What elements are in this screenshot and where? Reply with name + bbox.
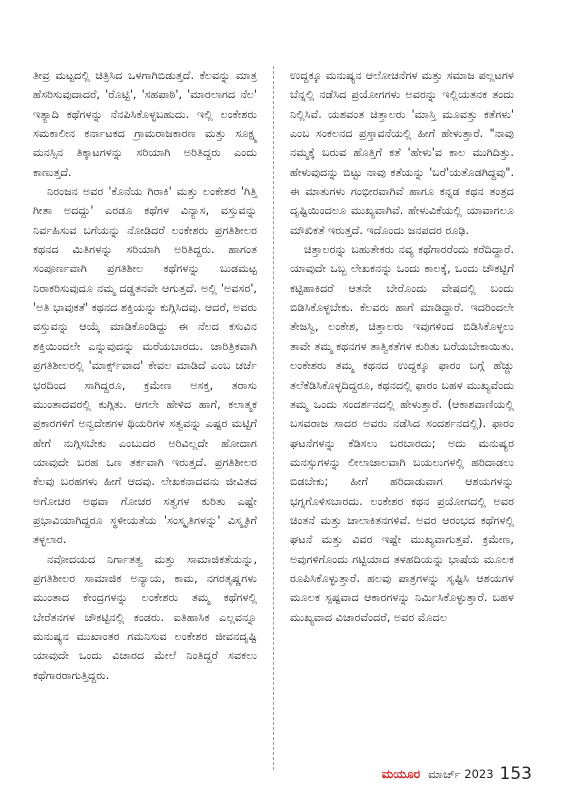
paragraph: ಚಿತ್ತಾಲರನ್ನು ಬಹುತೇಕರು ನವ್ಯ ಕಥೆಗಾರರೆಂದು ಕರೆದಿದ್ದಾರೆ. ಯಾವುದೇ ಒಬ್ಬ ಲೇಖಕನನ್ನು ಒಂದು ಕಾಲಕ್ಕೆ, ಒಂದು ಚೌಕಟ್ಟಿಗೆ ಕಟ್ಟಿಹಾಕಿದರೆ ಆತನೇ ಬೇರೊಂದು ವೇಷದಲ್ಲಿ ಬಂದು ಬಿಡಿಸಿಕೊಳ್ಳಬೇಕು. ಕೆಲವರು ಹಾಗೆ ಮಾಡಿದ್ದಾರೆ. ಇದರಿಂದಲೇ ತೇಜಸ್ವಿ, ಲಂಕೇಶ, ಚಿತ್ತಾಲರು ಇವುಗಳಿಂದ ಬಿಡಿಸಿಕೊಳ್ಳಲು ತಾವೇ ತಮ್ಮ ಕಥನಗಳ ತಾತ್ವಿಕತೆಗಳ ಕುರಿತು ಬರೆಯಬೇಕಾಯಿತು. ಲಂಕೇಶರು ತಮ್ಮ ಕಥನದ ಉದ್ದಕ್ಕೂ ಫಾರಂ ಬಗ್ಗೆ ಹೆಚ್ಚು ತಲೆಕೆಡಿಸಿಕೊಳ್ಳದಿದ್ದರೂ, ಕಥನದಲ್ಲಿ ಫಾರಂ ಬಹಳ ಮುಖ್ಯವೆಂದು ತಮ್ಮ ಒಂದು ಸಂದರ್ಶನದಲ್ಲಿ ಹೇಳುತ್ತಾರೆ. (ಆಕಾಶವಾಣಿಯಲ್ಲಿ ಬಸವರಾಜ ಸಾದರ ಅವರು ನಡೆಸಿದ ಸಂದರ್ಶನದಲ್ಲಿ). ಫಾರಂ ಘಟನೆಗಳನ್ನು ಕೆಡಿಸಲು ಬರಬಾರದು; ಅದು ಮನುಷ್ಯರ ಮನಸ್ಸುಗಳನ್ನು ಲೀಲಾಜಾಲವಾಗಿ ಬಯಲುಗಳಲ್ಲಿ ಹರಿದಾಡಲು ಬಿಡಬೇಕು; ಹೀಗೆ ಹರಿದಾಡುವಾಗ ಆಶಯಗಳನ್ನು ಭಗ್ನಗೊಳಿಸಬಾರದು. ಲಂಕೇಶರ ಕಥನ ಪ್ರಯೋಗದಲ್ಲಿ ಅವರ ಚಿಂತನೆ ಮತ್ತು ಚಾಲಾಕಿತನಗಳಿವೆ. ಅವರ ಆರಂಭದ ಕಥೆಗಳಲ್ಲಿ ಘಟನೆ ಮತ್ತು ವಿವರ ಇಷ್ಟೇ ಮುಖ್ಯವಾಗುತ್ತವೆ. ಕ್ರಮೇಣ, ಅವುಗಳಿಗೊಂದು ಗಟ್ಟಿಯಾದ ತಳಹದಿಯನ್ನು ಭಾಷೆಯ ಮೂಲಕ ರೂಪಿಸಿಕೊಳ್ಳುತ್ತಾರೆ. ಹಲವು ಪಾತ್ರಗಳನ್ನು ಸೃಷ್ಟಿಸಿ ಆಶಯಗಳ ಮೂಲಕ ಸ್ಪಷ್ಟವಾದ ಆಕಾರಗಳನ್ನು ನಿರ್ಮಿಸಿಕೊಳ್ಳುತ್ತಾರೆ. ಬಹಳ ಮುಖ್ಯವಾದ ವಿಚಾರವೆಂದರೆ, ಅವರ ಮೊದಲ bbox=[290, 243, 514, 624]
paragraph: ನಿರಂಜನ ಅವರ 'ಕೊನೆಯ ಗಿರಾಕಿ' ಮತ್ತು ಲಂಕೇಶರ 'ಗಿತ್ತಿ ಗೀತಾ ಅದದ್ದು' ಎರಡೂ ಕಥೆಗಳ ವಿನ್ಯಾಸ, ವಸ್ತುವನ್ನು ನಿರ್ವಹಿಸುವ ಬಗೆಯನ್ನು ನೋಡಿದರೆ ಲಂಕೇಶರು ಪ್ರಗತಿಶೀಲರ ಕಥನದ ಮಿತಿಗಳನ್ನು ಸರಿಯಾಗಿ ಅರಿತಿದ್ದರು. ಹಾಗಂತ ಸಂಪೂರ್ಣವಾಗಿ ಪ್ರಗತಿಶೀಲ ಕಥೆಗಳನ್ನು ಬುಡಮಟ್ಟ ನಿರಾಕರಿಸುವುದೂ ನಮ್ಮ ದಡ್ಡತನವೇ ಆಗುತ್ತದೆ. ಅಲ್ಲಿ 'ಅವಸರ', 'ಅತಿ ಭಾವುಕತೆ' ಕಥನದ ಶಕ್ತಿಯನ್ನು ಕುಗ್ಗಿಸಿದವು. ಆದರೆ, ಅವರು ವಸ್ತುವನ್ನು ಆಯ್ಕೆ ಮಾಡಿಕೊಂಡಿದ್ದು ಈ ನೆಲದ ಕಸುವಿನ ಶಕ್ತಿಯಿಂದಲೇ ಎನ್ನುವುದನ್ನು ಮರೆಯಬಾರದು. ಚಾರಿತ್ರಿಕವಾಗಿ ಪ್ರಗತಿಶೀಲರಲ್ಲಿ 'ಮಾರ್ಕ್ಸ್‌ವಾದ' ಕೇವಲ ಮಾಡಿದೆ ಎಂಬ ಚರ್ಚೆ ಭರದಿಂದ ಸಾಗಿದ್ದರೂ, ಕ್ರಮೇಣ ಅಸಕ್ತ, ತರಾಸು ಮುಂತಾದವರಲ್ಲಿ ಕುಗ್ಗಿತು. ಆಗಲೇ ಹೇಳಿದ ಹಾಗೆ, ಕಲಾತ್ಮಕ ಪ್ರಕಾರಗಳಿಗೆ ಅನ್ವದೇಶಗಳ ಥಿಯರಿಗಳ ಸತ್ವವನ್ನು ಎಷ್ಟರ ಮಟ್ಟಿಗೆ ಹೇಗೆ ನುಗ್ಗಿಸಬೇಕು ಎಂಬುದರ ಅರಿವಿಲ್ಲದೇ ಹೋದಾಗ ಯಾವುದೇ ಬರಹ ಒಣ ತರ್ಕವಾಗಿ ಇರುತ್ತದೆ. ಪ್ರಗತಿಶೀಲರ ಕೆಲವು ಬರಹಗಳು ಹೀಗೆ ಆದವು. ಲೇಖಕನಾದವನು ಜೀವಿತದ ಅಗೋಚರ ಅಥವಾ ಗೋಚರ ಸತ್ವಗಳ ಕುರಿತು ಎಷ್ಟೇ ಪ್ರಭಾವಿಯಾಗಿದ್ದರೂ ಸ್ಥಳೀಯತೆಯ 'ಸಂಸ್ಕೃತಿಗಳನ್ನು' ವಿಸ್ಮೃತಿಗೆ ತಳ್ಳಲಾರ. bbox=[33, 185, 257, 547]
left-column bbox=[33, 66, 257, 685]
paragraph: ಉದ್ದಕ್ಕೂ ಮನುಷ್ಯನ ಆಲೋಚನೆಗಳ ಮತ್ತು ಸಮಾಜ ಪಲ್ಲಟಗಳ ಬೆನ್ನಲ್ಲಿ ನಡೆಸಿದ ಪ್ರಯೋಗಗಳು ಅವರನ್ನು ಇಲ್ಲಿಯತನಕ ತಂದು ನಿಲ್ಲಿಸಿವೆ. ಯಶವಂತ ಚಿತ್ತಾಲರು 'ಮಾಸ್ತಿ ಮೂವತ್ತು ಕತೆಗಳು' ಎಂಬ ಸಂಕಲನದ ಪ್ರಸ್ತಾವನೆಯಲ್ಲಿ ಹೀಗೆ ಹೇಳುತ್ತಾರೆ. "ನಾವು ನಮ್ಮಕ್ಕೆ ಬರುವ ಹೊತ್ತಿಗೆ ಕತೆ 'ಹೇಳು'ವ ಕಾಲ ಮುಗಿದಿತ್ತು. ಹೇಳುವುದನ್ನು ಬಿಟ್ಟು ನಾವು ಕತೆಯನ್ನು 'ಬರೆ'ಯತೊಡಗಿದ್ದವು". ಈ ಮಾತುಗಳು ಗಂಭೀರವಾಗಿವೆ ಹಾಗೂ ಕನ್ನಡ ಕಥನ ತಂತ್ರದ ದೃಷ್ಟಿಯಿಂದಲೂ ಮುಖ್ಯವಾಗಿವೆ. ಹೇಳುವಿಕೆಯಲ್ಲಿ ಯಾವಾಗಲೂ ಮೌಖಿಕತೆ ಇರುತ್ತದೆ. ಇದೊಂದು ಜನಪದರ ರೂಢಿ. bbox=[290, 69, 514, 237]
paragraph: ತೀವ್ರ ಮಟ್ಟದಲ್ಲಿ ಚಿತ್ರಿಸಿದ ಒಳಗಾಗಿಬಿಡುತ್ತದೆ. ಕೆಲವನ್ನು ಮಾತ್ರ ಹೆಸರಿಸುವುದಾದರೆ, 'ರೊಟ್ಟಿ', 'ಸಹಪಾಠಿ', 'ಮಾರಲಾಗದ ನೆಲ' ಇತ್ಯಾದಿ ಕಥೆಗಳನ್ನು ನೆನಪಿಸಿಕೊಳ್ಳಬಹುದು. ಇಲ್ಲಿ ಲಂಕೇಶರು ಸಮಕಾಲೀನ ಕರ್ನಾಟಕದ ಗ್ರಾಮರಾಜಕಾರಣ ಮತ್ತು ಸೂಕ್ಷ್ಮ ಮನಸ್ಸಿನ ತಿಕ್ಕಾಟಗಳನ್ನು ಸರಿಯಾಗಿ ಅರಿತಿದ್ದರು ಎಂದು ಕಾಣುತ್ತದೆ. bbox=[33, 69, 257, 179]
page-number: 153 bbox=[499, 764, 532, 784]
magazine-name: ಮಯೂರ bbox=[381, 766, 421, 781]
issue-date: ಮಾರ್ಚ್ 2023 bbox=[428, 766, 494, 781]
page-footer bbox=[0, 760, 532, 788]
paragraph: ನವೋದಯದ ನಿರ್ಗಾತತ್ವ ಮತ್ತು ಸಾಮಾಜಿಕತೆಯನ್ನು, ಪ್ರಗತಿಶೀಲರ ಸಾಮಾಜಿಕ ಅನ್ಯಾಯ, ಕಾಮ, ನಗರತೃಷ್ಣಗಳು ಮುಂತಾದ ಕೇಂದ್ರಗಳನ್ನು ಲಂಕೇಶರು ತಮ್ಮ ಕಥೆಗಳಲ್ಲಿ ಬೇರೆತನಗಳ ಚೌಕಟ್ಟಿನಲ್ಲಿ ಕಂಡರು. ಐತಿಹಾಸಿಕ ಎಲ್ಲವನ್ನೂ ಮನುಷ್ಯನ ಮುಖಾಂತರ ಗಮನಿಸುವ ಲಂಕೇಶರ ಜೀವನದೃಷ್ಟಿ ಯಾವುದೇ ಒಂದು ವಿಚಾರದ ಮೇಲೆ ನಿಂತಿದ್ದರೆ ಸವಕಲು ಕಥೆಗಾರರಾಗುತ್ತಿದ್ದರು. bbox=[33, 552, 257, 682]
right-column bbox=[290, 66, 514, 627]
column-divider bbox=[273, 66, 274, 770]
